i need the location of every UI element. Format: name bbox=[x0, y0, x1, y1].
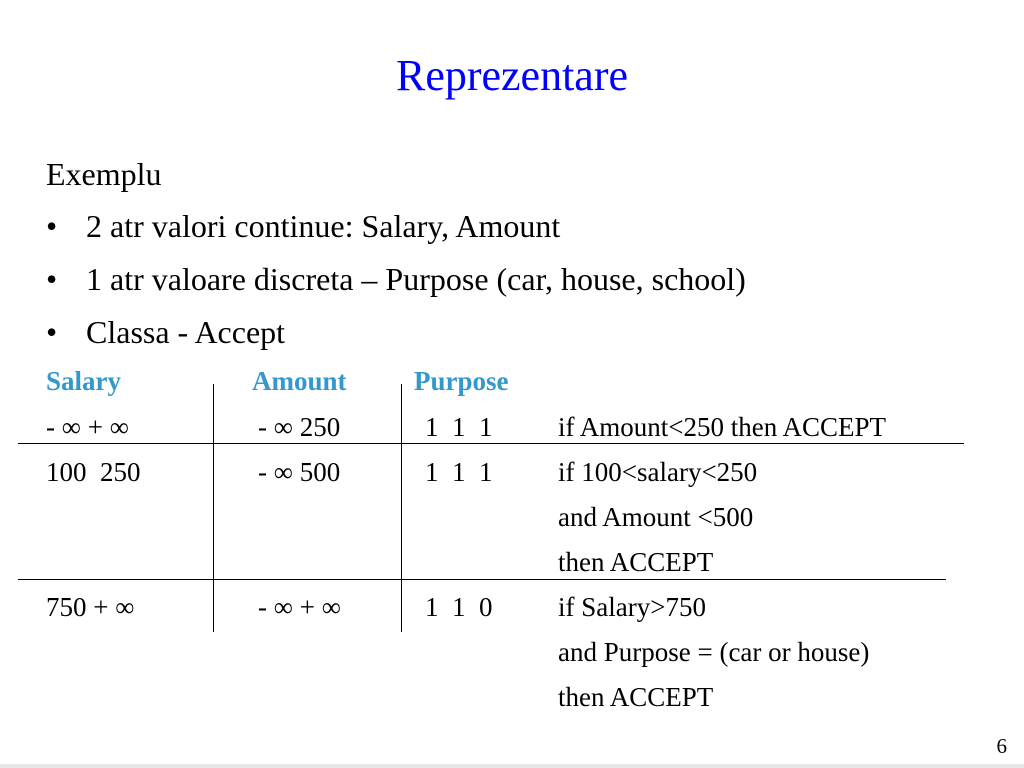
bullet-text: 1 atr valoare discreta – Purpose (car, house, school) bbox=[86, 261, 746, 297]
row-3-rule-line-3: then ACCEPT bbox=[558, 682, 714, 712]
row-2-amount: - ∞ 500 bbox=[258, 457, 341, 487]
header-salary: Salary bbox=[46, 366, 122, 396]
row-3-amount: - ∞ + ∞ bbox=[258, 592, 341, 622]
header-purpose: Purpose bbox=[414, 366, 509, 396]
row-2-purpose: 1 1 1 bbox=[425, 457, 493, 487]
row-1-amount: - ∞ 250 bbox=[258, 412, 341, 442]
header-amount: Amount bbox=[252, 366, 347, 396]
page-number: 6 bbox=[996, 734, 1007, 758]
bullet-list bbox=[46, 206, 746, 365]
row-1-purpose: 1 1 1 bbox=[425, 412, 493, 442]
row-2-rule-line-3: then ACCEPT bbox=[558, 547, 714, 577]
row-2-rule-line-1: if 100<salary<250 bbox=[558, 457, 758, 487]
bullet-text: Classa - Accept bbox=[86, 314, 286, 350]
bullet-text: 2 atr valori continue: Salary, Amount bbox=[86, 208, 561, 244]
bullet-item bbox=[46, 206, 746, 259]
row-2-salary: 100 250 bbox=[46, 457, 141, 487]
slide-title: Reprezentare bbox=[395, 51, 629, 100]
row-3-rule-line-2: and Purpose = (car or house) bbox=[558, 637, 870, 667]
bullet-dot: • bbox=[46, 314, 58, 350]
row-3-rule-line-1: if Salary>750 bbox=[558, 592, 706, 622]
row-1-rule-line-1: if Amount<250 then ACCEPT bbox=[558, 412, 886, 442]
bullet-dot: • bbox=[46, 261, 58, 297]
column-divider-1 bbox=[213, 384, 214, 632]
row-1-salary: - ∞ + ∞ bbox=[46, 412, 129, 442]
section-heading: Exemplu bbox=[46, 156, 162, 192]
row-divider-1 bbox=[18, 443, 964, 444]
row-3-purpose: 1 1 0 bbox=[425, 592, 493, 622]
row-divider-2 bbox=[18, 579, 946, 580]
bullet-item bbox=[46, 312, 746, 365]
column-divider-2 bbox=[401, 384, 402, 632]
bullet-item bbox=[46, 259, 746, 312]
bullet-dot: • bbox=[46, 208, 58, 244]
row-2-rule-line-2: and Amount <500 bbox=[558, 502, 754, 532]
bottom-bar bbox=[0, 764, 1024, 768]
row-3-salary: 750 + ∞ bbox=[46, 592, 135, 622]
